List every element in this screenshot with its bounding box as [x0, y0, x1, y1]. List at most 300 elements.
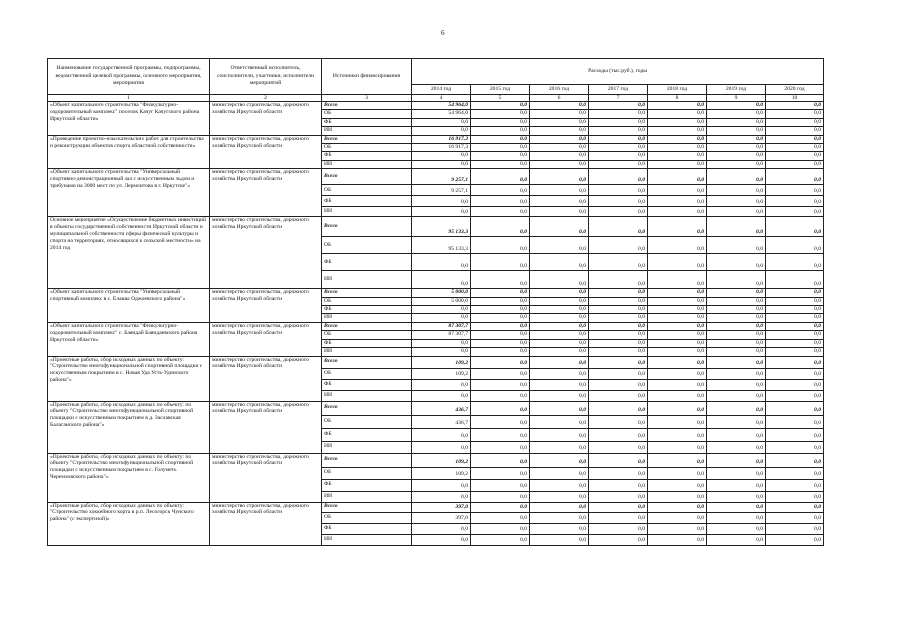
amount-cell: 0,0	[412, 534, 471, 545]
amount-cell: 0,0	[648, 297, 707, 305]
executor-cell: министерство строительства, дорожного хозяйства Иркутской области	[210, 453, 322, 502]
amount-cell: 0,0	[589, 135, 648, 143]
amount-cell: 0,0	[648, 135, 707, 143]
amount-cell: 0,0	[648, 415, 707, 428]
amount-cell: 0,0	[589, 297, 648, 305]
amount-cell: 0,0	[530, 415, 589, 428]
amount-cell: 0,0	[471, 415, 530, 428]
funding-source-cell: ИИ	[322, 160, 412, 168]
executor-cell: министерство строительства, дорожного хозяйства Иркутской области	[210, 169, 322, 217]
funding-source-cell: ФБ	[322, 479, 412, 491]
amount-cell: 0,0	[530, 479, 589, 491]
funding-source-cell: ИИ	[322, 127, 412, 135]
column-number: 7	[589, 95, 648, 102]
amount-cell: 0,0	[707, 314, 766, 322]
amount-cell: 0,0	[648, 271, 707, 289]
amount-cell: 0,0	[589, 118, 648, 126]
amount-cell: 0,0	[530, 237, 589, 254]
executor-cell: министерство строительства, дорожного хозяйства Иркутской области	[210, 356, 322, 401]
amount-cell: 0,0	[707, 160, 766, 168]
amount-cell: 0,0	[471, 160, 530, 168]
funding-source-cell: ФБ	[322, 523, 412, 534]
amount-cell: 0,0	[707, 415, 766, 428]
amount-cell: 0,0	[530, 217, 589, 237]
amount-cell: 9 257,1	[412, 185, 471, 196]
header-sources: Источники финансирования	[322, 59, 412, 95]
amount-cell: 0,0	[707, 534, 766, 545]
amount-cell: 0,0	[530, 401, 589, 415]
program-name-cell: «Проектные работы, сбор исходных данных по объекту: по объекту "Строительство многофункциональной спортивной площадки с искусственным покрытием в с. Голуметь Черемховского района"»	[48, 453, 210, 502]
table-row-total	[48, 453, 824, 467]
amount-cell: 0,0	[530, 110, 589, 118]
amount-cell: 0,0	[589, 534, 648, 545]
amount-cell: 0,0	[707, 356, 766, 368]
amount-cell: 0,0	[707, 144, 766, 152]
amount-cell: 0,0	[471, 379, 530, 390]
amount-cell: 0,0	[471, 110, 530, 118]
amount-cell: 0,0	[412, 118, 471, 126]
funding-source-cell: ИИ	[322, 491, 412, 502]
amount-cell: 0,0	[412, 254, 471, 271]
amount-cell: 0,0	[412, 348, 471, 356]
amount-cell: 0,0	[707, 196, 766, 207]
funding-source-cell: ФБ	[322, 428, 412, 441]
table-row-total	[48, 322, 824, 330]
header-program: Наименование государственной программы, подпрограммы, ведомственной целевой программы, основного мероприятия, мероприятия	[48, 59, 210, 95]
amount-cell: 0,0	[530, 534, 589, 545]
program-name-cell: «Объект капитального строительства "Физкультурно-оздоровительный комплекс" поселок Качуг Качугского района Иркутской области»	[48, 102, 210, 136]
funding-source-cell: ОБ	[322, 144, 412, 152]
amount-cell: 0,0	[589, 523, 648, 534]
table-row-total	[48, 502, 824, 512]
amount-cell: 0,0	[471, 523, 530, 534]
amount-cell: 0,0	[707, 453, 766, 467]
amount-cell: 0,0	[589, 110, 648, 118]
amount-cell: 0,0	[471, 331, 530, 339]
amount-cell: 0,0	[530, 297, 589, 305]
amount-cell: 0,0	[530, 322, 589, 330]
funding-source-cell: Всего	[322, 217, 412, 237]
amount-cell: 0,0	[589, 207, 648, 217]
funding-source-cell: ОБ	[322, 110, 412, 118]
amount-cell: 0,0	[707, 467, 766, 479]
funding-source-cell: Всего	[322, 102, 412, 110]
column-number-row	[48, 95, 824, 102]
amount-cell: 0,0	[589, 479, 648, 491]
executor-cell: министерство строительства, дорожного хозяйства Иркутской области	[210, 401, 322, 453]
amount-cell: 0,0	[471, 196, 530, 207]
amount-cell: 0,0	[766, 401, 824, 415]
amount-cell: 0,0	[530, 379, 589, 390]
column-number: 1	[48, 95, 210, 102]
amount-cell: 0,0	[589, 314, 648, 322]
amount-cell: 397,0	[412, 512, 471, 523]
amount-cell: 0,0	[471, 339, 530, 347]
executor-cell: министерство строительства, дорожного хозяйства Иркутской области	[210, 322, 322, 356]
amount-cell: 0,0	[648, 217, 707, 237]
amount-cell: 0,0	[471, 207, 530, 217]
funding-source-cell: ФБ	[322, 118, 412, 126]
amount-cell: 0,0	[589, 102, 648, 110]
amount-cell: 0,0	[766, 467, 824, 479]
amount-cell: 0,0	[707, 306, 766, 314]
amount-cell: 0,0	[766, 254, 824, 271]
amount-cell: 0,0	[412, 207, 471, 217]
amount-cell: 0,0	[589, 379, 648, 390]
amount-cell: 0,0	[707, 254, 766, 271]
amount-cell: 0,0	[471, 271, 530, 289]
amount-cell: 0,0	[589, 237, 648, 254]
amount-cell: 0,0	[530, 348, 589, 356]
amount-cell: 436,7	[412, 415, 471, 428]
executor-cell: министерство строительства, дорожного хозяйства Иркутской области	[210, 135, 322, 169]
amount-cell: 0,0	[471, 348, 530, 356]
amount-cell: 0,0	[766, 185, 824, 196]
table-row-total	[48, 102, 824, 110]
funding-source-cell: ФБ	[322, 152, 412, 160]
program-name-cell: «Проектные работы, сбор исходных данных по объекту: "Строительство хоккейного корта в р.п. Лесогорск Чунского района" (с экспертизой)»	[48, 502, 210, 545]
amount-cell: 0,0	[530, 254, 589, 271]
amount-cell: 0,0	[530, 314, 589, 322]
amount-cell: 0,0	[471, 390, 530, 401]
program-name-cell: «Объект капитального строительства "Универсальный спортивный комплекс в с. Елашы Оджоевского района"»	[48, 289, 210, 323]
amount-cell: 0,0	[412, 271, 471, 289]
amount-cell: 0,0	[471, 127, 530, 135]
amount-cell: 0,0	[648, 254, 707, 271]
amount-cell: 0,0	[471, 512, 530, 523]
amount-cell: 0,0	[648, 102, 707, 110]
amount-cell: 0,0	[648, 110, 707, 118]
amount-cell: 0,0	[648, 523, 707, 534]
amount-cell: 0,0	[589, 401, 648, 415]
amount-cell: 0,0	[766, 297, 824, 305]
amount-cell: 0,0	[766, 118, 824, 126]
amount-cell: 0,0	[471, 118, 530, 126]
amount-cell: 0,0	[707, 379, 766, 390]
amount-cell: 0,0	[530, 441, 589, 453]
amount-cell: 5 000,0	[412, 297, 471, 305]
amount-cell: 0,0	[412, 428, 471, 441]
amount-cell: 0,0	[589, 339, 648, 347]
amount-cell: 0,0	[766, 217, 824, 237]
amount-cell: 16 917,3	[412, 135, 471, 143]
funding-source-cell: ИИ	[322, 348, 412, 356]
amount-cell: 0,0	[589, 322, 648, 330]
amount-cell: 0,0	[707, 390, 766, 401]
table-row-total	[48, 356, 824, 368]
amount-cell: 0,0	[766, 356, 824, 368]
amount-cell: 0,0	[707, 322, 766, 330]
amount-cell: 0,0	[530, 428, 589, 441]
program-name-cell: «Проведение проектно-изыскательских работ для строительства и реконструкции объектов спорта областной собственности»	[48, 135, 210, 169]
amount-cell: 0,0	[530, 502, 589, 512]
header-year: 2014 год	[412, 85, 471, 95]
amount-cell: 0,0	[766, 390, 824, 401]
amount-cell: 0,0	[530, 135, 589, 143]
amount-cell: 87 307,7	[412, 331, 471, 339]
table-body	[48, 102, 824, 546]
amount-cell: 0,0	[648, 306, 707, 314]
amount-cell: 0,0	[766, 271, 824, 289]
column-number: 3	[322, 95, 412, 102]
amount-cell: 0,0	[766, 428, 824, 441]
amount-cell: 0,0	[766, 502, 824, 512]
amount-cell: 0,0	[589, 127, 648, 135]
amount-cell: 0,0	[589, 453, 648, 467]
amount-cell: 0,0	[471, 144, 530, 152]
amount-cell: 0,0	[412, 160, 471, 168]
amount-cell: 0,0	[648, 339, 707, 347]
amount-cell: 0,0	[412, 314, 471, 322]
amount-cell: 0,0	[648, 289, 707, 297]
amount-cell: 0,0	[530, 491, 589, 502]
amount-cell: 0,0	[707, 271, 766, 289]
amount-cell: 0,0	[589, 512, 648, 523]
amount-cell: 0,0	[589, 390, 648, 401]
funding-source-cell: ФБ	[322, 196, 412, 207]
executor-cell: министерство строительства, дорожного хозяйства Иркутской области	[210, 289, 322, 323]
funding-source-cell: ИИ	[322, 271, 412, 289]
amount-cell: 0,0	[530, 339, 589, 347]
amount-cell: 0,0	[471, 428, 530, 441]
amount-cell: 0,0	[471, 441, 530, 453]
column-number: 8	[648, 95, 707, 102]
amount-cell: 0,0	[707, 217, 766, 237]
amount-cell: 0,0	[471, 322, 530, 330]
amount-cell: 0,0	[766, 127, 824, 135]
amount-cell: 0,0	[471, 217, 530, 237]
amount-cell: 0,0	[471, 102, 530, 110]
amount-cell: 16 917,3	[412, 144, 471, 152]
amount-cell: 0,0	[471, 237, 530, 254]
column-number: 4	[412, 95, 471, 102]
amount-cell: 0,0	[412, 152, 471, 160]
amount-cell: 0,0	[707, 110, 766, 118]
expenses-table	[47, 58, 824, 546]
amount-cell: 0,0	[530, 160, 589, 168]
program-name-cell: Основное мероприятие «Осуществление бюджетных инвестиций в объекты государственной собственности Иркутской области и муниципальной собственности сферы физической культуры и спорта на территориях, относящихся к сельской местности» на 2014 год	[48, 217, 210, 289]
amount-cell: 0,0	[648, 453, 707, 467]
amount-cell: 0,0	[530, 306, 589, 314]
amount-cell: 0,0	[766, 339, 824, 347]
amount-cell: 0,0	[707, 348, 766, 356]
amount-cell: 0,0	[589, 348, 648, 356]
funding-source-cell: ИИ	[322, 534, 412, 545]
header-year: 2015 год	[471, 85, 530, 95]
amount-cell: 0,0	[589, 415, 648, 428]
funding-source-cell: ИИ	[322, 207, 412, 217]
amount-cell: 0,0	[471, 254, 530, 271]
amount-cell: 0,0	[471, 401, 530, 415]
funding-source-cell: ОБ	[322, 237, 412, 254]
amount-cell: 0,0	[530, 331, 589, 339]
amount-cell: 0,0	[589, 160, 648, 168]
column-number: 2	[210, 95, 322, 102]
amount-cell: 0,0	[530, 453, 589, 467]
amount-cell: 0,0	[766, 331, 824, 339]
funding-source-cell: Всего	[322, 502, 412, 512]
amount-cell: 0,0	[589, 196, 648, 207]
amount-cell: 0,0	[766, 160, 824, 168]
amount-cell: 436,7	[412, 401, 471, 415]
header-year: 2020 год	[766, 85, 824, 95]
amount-cell: 0,0	[589, 356, 648, 368]
amount-cell: 0,0	[766, 348, 824, 356]
funding-source-cell: ИИ	[322, 390, 412, 401]
amount-cell: 0,0	[707, 169, 766, 185]
column-number: 9	[707, 95, 766, 102]
amount-cell: 0,0	[471, 368, 530, 379]
amount-cell: 0,0	[412, 196, 471, 207]
amount-cell: 0,0	[707, 127, 766, 135]
amount-cell: 0,0	[648, 127, 707, 135]
amount-cell: 0,0	[766, 379, 824, 390]
funding-source-cell: ФБ	[322, 379, 412, 390]
amount-cell: 0,0	[707, 152, 766, 160]
amount-cell: 54 964,0	[412, 110, 471, 118]
amount-cell: 0,0	[707, 368, 766, 379]
amount-cell: 0,0	[648, 196, 707, 207]
amount-cell: 0,0	[589, 217, 648, 237]
amount-cell: 0,0	[589, 185, 648, 196]
amount-cell: 0,0	[530, 144, 589, 152]
amount-cell: 0,0	[589, 169, 648, 185]
amount-cell: 0,0	[707, 479, 766, 491]
amount-cell: 0,0	[766, 453, 824, 467]
table-row-total	[48, 169, 824, 185]
amount-cell: 0,0	[530, 390, 589, 401]
amount-cell: 0,0	[648, 144, 707, 152]
amount-cell: 109,2	[412, 467, 471, 479]
table-row-total	[48, 401, 824, 415]
funding-source-cell: ОБ	[322, 331, 412, 339]
amount-cell: 0,0	[589, 254, 648, 271]
amount-cell: 0,0	[648, 207, 707, 217]
amount-cell: 0,0	[648, 441, 707, 453]
amount-cell: 0,0	[648, 348, 707, 356]
amount-cell: 0,0	[766, 512, 824, 523]
funding-source-cell: ФБ	[322, 306, 412, 314]
column-number: 10	[766, 95, 824, 102]
amount-cell: 0,0	[648, 160, 707, 168]
program-name-cell: «Объект капитального строительства "Универсальный спортивно-демонстрационный зал с искусственным льдом и трибунами на 3000 мест по ул. Лермонтова в г. Иркутске"»	[48, 169, 210, 217]
amount-cell: 0,0	[530, 523, 589, 534]
amount-cell: 0,0	[707, 297, 766, 305]
amount-cell: 0,0	[471, 479, 530, 491]
amount-cell: 0,0	[471, 467, 530, 479]
amount-cell: 0,0	[589, 144, 648, 152]
amount-cell: 0,0	[471, 152, 530, 160]
amount-cell: 0,0	[766, 144, 824, 152]
table-row-total	[48, 217, 824, 237]
amount-cell: 0,0	[707, 135, 766, 143]
funding-source-cell: ОБ	[322, 415, 412, 428]
amount-cell: 0,0	[471, 306, 530, 314]
program-name-cell: «Проектные работы, сбор исходных данных по объекту: по объекту "Строительство многофункциональной спортивной площадки с искусственным покрытием в д. Заславская Балаганского района"»	[48, 401, 210, 453]
amount-cell: 0,0	[530, 467, 589, 479]
amount-cell: 0,0	[412, 379, 471, 390]
amount-cell: 0,0	[471, 297, 530, 305]
amount-cell: 0,0	[589, 271, 648, 289]
amount-cell: 0,0	[530, 512, 589, 523]
amount-cell: 0,0	[766, 534, 824, 545]
funding-source-cell: Всего	[322, 453, 412, 467]
funding-source-cell: Всего	[322, 356, 412, 368]
amount-cell: 0,0	[648, 185, 707, 196]
amount-cell: 0,0	[766, 289, 824, 297]
table-row-total	[48, 289, 824, 297]
amount-cell: 0,0	[766, 102, 824, 110]
amount-cell: 0,0	[648, 237, 707, 254]
amount-cell: 0,0	[530, 271, 589, 289]
funding-source-cell: ОБ	[322, 297, 412, 305]
funding-source-cell: Всего	[322, 322, 412, 330]
header-year: 2018 год	[648, 85, 707, 95]
amount-cell: 0,0	[766, 169, 824, 185]
amount-cell: 0,0	[471, 289, 530, 297]
amount-cell: 0,0	[707, 185, 766, 196]
amount-cell: 0,0	[471, 356, 530, 368]
amount-cell: 5 000,0	[412, 289, 471, 297]
header-year: 2017 год	[589, 85, 648, 95]
amount-cell: 0,0	[589, 306, 648, 314]
amount-cell: 0,0	[589, 289, 648, 297]
amount-cell: 0,0	[530, 289, 589, 297]
amount-cell: 0,0	[471, 169, 530, 185]
amount-cell: 0,0	[412, 441, 471, 453]
amount-cell: 0,0	[530, 152, 589, 160]
amount-cell: 0,0	[648, 368, 707, 379]
amount-cell: 0,0	[648, 169, 707, 185]
amount-cell: 0,0	[766, 196, 824, 207]
amount-cell: 0,0	[648, 152, 707, 160]
amount-cell: 0,0	[471, 502, 530, 512]
amount-cell: 0,0	[648, 379, 707, 390]
funding-source-cell: ИИ	[322, 314, 412, 322]
amount-cell: 0,0	[589, 441, 648, 453]
column-number: 5	[471, 95, 530, 102]
amount-cell: 0,0	[530, 102, 589, 110]
header-expenses: Расходы (тыс.руб.), годы	[412, 59, 824, 85]
amount-cell: 0,0	[412, 479, 471, 491]
amount-cell: 0,0	[589, 152, 648, 160]
amount-cell: 0,0	[648, 479, 707, 491]
funding-source-cell: ФБ	[322, 254, 412, 271]
amount-cell: 0,0	[530, 185, 589, 196]
amount-cell: 0,0	[648, 502, 707, 512]
amount-cell: 0,0	[412, 491, 471, 502]
amount-cell: 0,0	[707, 512, 766, 523]
funding-source-cell: ФБ	[322, 339, 412, 347]
amount-cell: 0,0	[471, 534, 530, 545]
amount-cell: 0,0	[648, 314, 707, 322]
amount-cell: 0,0	[471, 453, 530, 467]
amount-cell: 9 257,1	[412, 169, 471, 185]
amount-cell: 0,0	[766, 237, 824, 254]
amount-cell: 0,0	[707, 502, 766, 512]
amount-cell: 95 133,3	[412, 237, 471, 254]
amount-cell: 0,0	[471, 135, 530, 143]
amount-cell: 0,0	[412, 390, 471, 401]
amount-cell: 0,0	[412, 339, 471, 347]
amount-cell: 0,0	[530, 118, 589, 126]
amount-cell: 0,0	[471, 185, 530, 196]
amount-cell: 0,0	[766, 441, 824, 453]
funding-source-cell: ОБ	[322, 368, 412, 379]
table-row-total	[48, 135, 824, 143]
amount-cell: 109,2	[412, 453, 471, 467]
amount-cell: 0,0	[707, 331, 766, 339]
